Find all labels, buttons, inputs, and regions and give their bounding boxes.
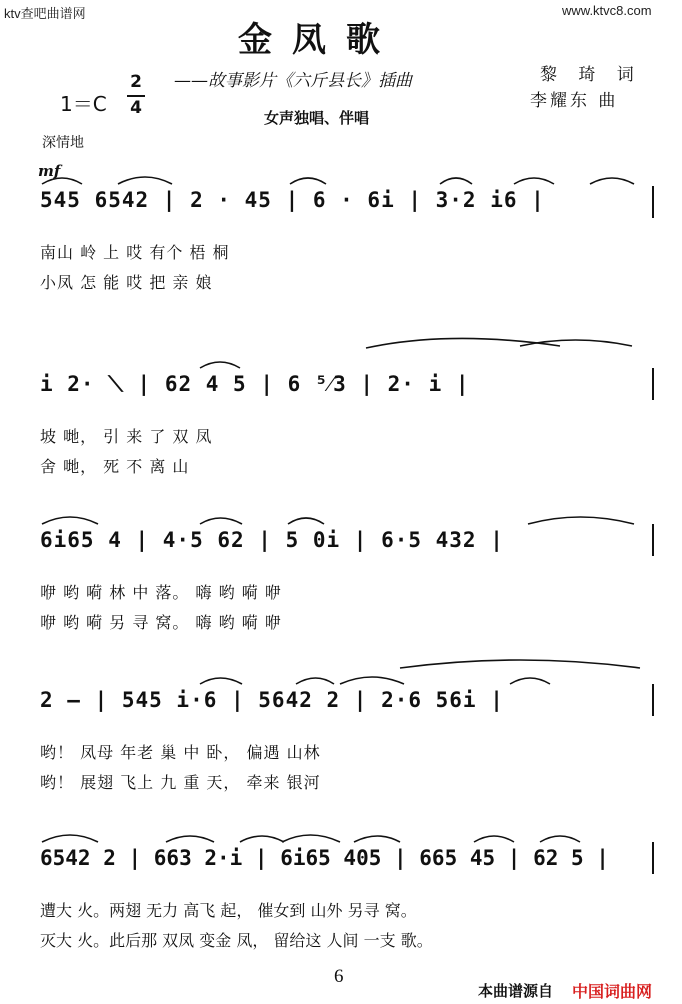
system-5-notes: 6542 2 | 663 2·i | 6i65 405 | 665 45 | 62 5 |	[40, 846, 609, 870]
key-signature: 1＝C	[60, 92, 107, 116]
song-title: 金凤歌	[238, 20, 400, 60]
system-2-final-barline	[652, 368, 654, 400]
system-4-notes: 2 — | 545 i·6 | 5642 2 | 2·6 56i |	[40, 688, 504, 712]
page-number: 6	[334, 966, 344, 987]
system-4-lyrics-verse2: 哟！ 展翅 飞上 九 重 天， 牵来 银河	[40, 773, 321, 792]
system-5-lyrics-verse1: 遭大 火。两翅 无力 高飞 起， 催女到 山外 另寻 窝。	[40, 901, 417, 920]
performance-note: 女声独唱、伴唱	[264, 109, 370, 127]
lyricist-credit: 黎 琦 词	[540, 65, 642, 85]
system-4-lyrics-verse1: 哟！ 凤母 年老 巢 中 卧， 偏遇 山林	[40, 743, 321, 762]
system-4-final-barline	[652, 684, 654, 716]
time-signature-top: 2	[130, 72, 142, 92]
watermark-left: ktv查吧曲谱网	[4, 6, 86, 21]
source-site: 中国词曲网	[572, 982, 653, 1001]
system-3-lyrics-verse1: 咿 哟 嗬 林 中 落。 嗨 哟 嗬 咿	[40, 583, 282, 602]
system-1-final-barline	[652, 186, 654, 218]
system-1-notes: 545 6542 | 2 · 45 | 6 · 6i | 3·2 i6 |	[40, 188, 545, 212]
system-5-lyrics-verse2: 灭大 火。此后那 双凤 变金 凤， 留给这 人间 一支 歌。	[40, 931, 433, 950]
system-3-final-barline	[652, 524, 654, 556]
system-2-notes: i 2· ⟍ | 62 4 5 | 6 ⁵⁄3 | 2· i |	[40, 372, 470, 396]
time-signature-bottom: 4	[130, 98, 142, 118]
system-5-final-barline	[652, 842, 654, 874]
composer-credit: 李耀东 曲	[530, 91, 619, 111]
dynamic-mark: mf	[38, 162, 61, 180]
tempo-mood: 深情地	[42, 135, 84, 151]
song-subtitle: ——故事影片《六斤县长》插曲	[174, 71, 412, 91]
system-3-lyrics-verse2: 咿 哟 嗬 另 寻 窝。 嗨 哟 嗬 咿	[40, 613, 282, 632]
system-2-lyrics-verse1: 坡 哋， 引 来 了 双 凤	[40, 427, 213, 446]
system-2-lyrics-verse2: 舍 哋， 死 不 离 山	[40, 457, 190, 476]
system-1-lyrics-verse2: 小凤 怎 能 哎 把 亲 娘	[40, 273, 213, 292]
system-3-notes: 6i65 4 | 4·5 62 | 5 0i | 6·5 432 |	[40, 528, 504, 552]
source-label: 本曲谱源自	[478, 982, 554, 1000]
system-1-lyrics-verse1: 南山 岭 上 哎 有个 梧 桐	[40, 243, 230, 262]
watermark-right: www.ktvc8.com	[562, 3, 652, 18]
